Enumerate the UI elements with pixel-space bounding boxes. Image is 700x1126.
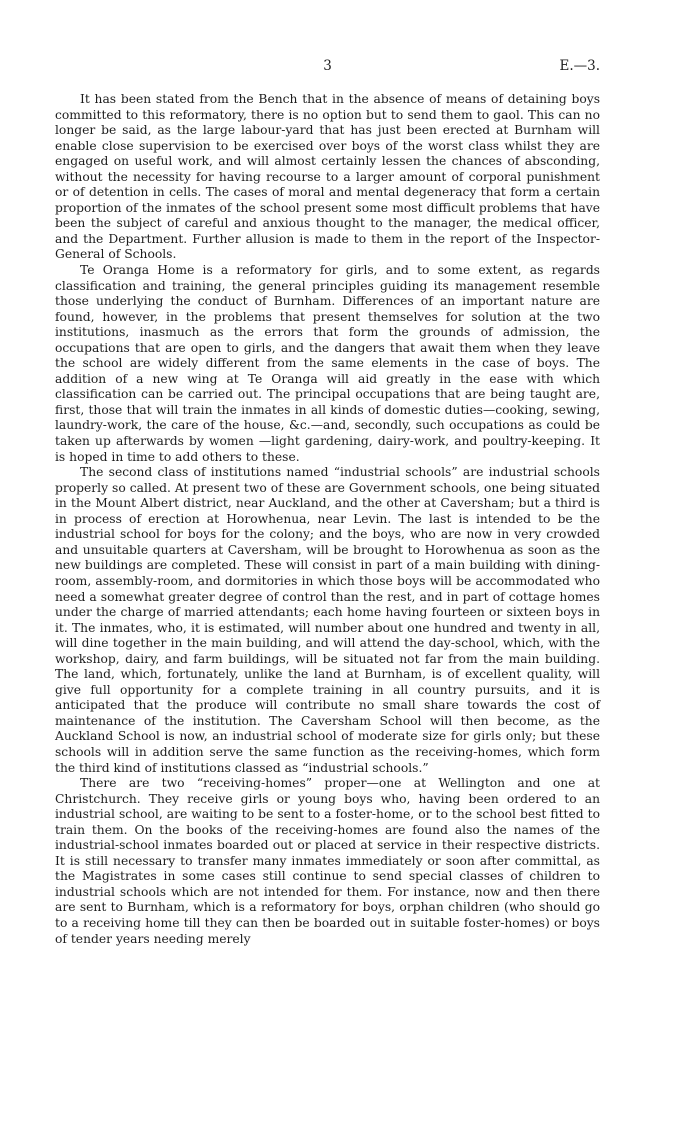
document-reference: E.—3. [559, 58, 600, 74]
paragraph-industrial-schools: The second class of institutions named “industrial schools” are industrial schools properly so called. At present two of these are Government schools, one being situated in the Mount Albert district, near Auckland, and the other at Caversham; but a third is in process of erection at Horowhenua, near Levin. The last is intended to be the industrial school for boys for the colony; and the boys, who are now in very crowded and unsuitable quarters at Caversham, will be brought to Horowhenua as soon as the new buildings are completed. These will consist in part of a main building with dining-room, assembly-room, and dormitories in which those boys will be accommodated who need a somewhat greater degree of control than the rest, and in part of cottage homes under the charge of married attendants; each home having fourteen or sixteen boys in it. The inmates, who, it is estimated, will number about one hundred and twenty in all, will dine together in the main building, and will attend the day-school, which, with the workshop, dairy, and farm buildings, will be situated not far from the main building. The land, which, fortunately, unlike the land at Burnham, is of excellent quality, will give full opportunity for a complete training in all country pursuits, and it is anticipated that the produce will contribute no small share towards the cost of maintenance of the institution. The Caversham School will then become, as the Auckland School is now, an industrial school of moderate size for girls only; but these schools will in addition serve the same function as the receiving-homes, which form the third kind of institutions classed as “industrial schools.” [55, 465, 600, 775]
paragraph-burnham-labour-yard: It has been stated from the Bench that in the absence of means of detaining boys committed to this reformatory, there is no option but to send them to gaol. This can no longer be said, as the large labour-yard that has just been erected at Burnham will enable close supervision to be exercised over boys of the worst class whilst they are engaged on useful work, and will almost certainly lessen the chances of absconding, without the necessity for having recourse to a larger amount of corporal punishment or of detention in cells. The cases of moral and mental degeneracy that form a certain proportion of the inmates of the school present some most difficult problems that have been the subject of careful and anxious thought to the manager, the medical officer, and the Department. Further allusion is made to them in the report of the Inspector-General of Schools. [55, 92, 600, 262]
paragraph-te-oranga-home: Te Oranga Home is a reformatory for girls, and to some extent, as regards classification and training, the general principles guiding its management resemble those underlying the conduct of Burnham. Differences of an important nature are found, however, in the problems that present themselves for solution at the two institutions, inasmuch as the errors that form the grounds of admission, the occupations that are open to girls, and the dangers that await them when they leave the school are widely different from the same elements in the case of boys. The addition of a new wing at Te Oranga will aid greatly in the ease with which classification can be carried out. The principal occupations that are being taught are, first, those that will train the inmates in all kinds of domestic duties—cooking, sewing, laundry-work, the care of the house, &c.—and, secondly, such occupations as could be taken up afterwards by women —light gardening, dairy-work, and poultry-keeping. It is hoped in time to add others to these. [55, 263, 600, 464]
body-text [55, 92, 600, 947]
page-number: 3 [323, 58, 332, 74]
paragraph-receiving-homes: There are two “receiving-homes” proper—one at Wellington and one at Christchurch. They receive girls or young boys who, having been ordered to an industrial school, are waiting to be sent to a foster-home, or to the school best fitted to train them. On the books of the receiving-homes are found also the names of the industrial-school inmates boarded out or placed at service in their respective districts. It is still necessary to transfer many inmates immediately or soon after committal, as the Magistrates in some cases still continue to send special classes of children to industrial schools which are not intended for them. For instance, now and then there are sent to Burnham, which is a reformatory for boys, orphan children (who should go to a receiving home till they can then be boarded out in suitable foster-homes) or boys of tender years needing merely [55, 776, 600, 946]
page-header [55, 58, 600, 78]
